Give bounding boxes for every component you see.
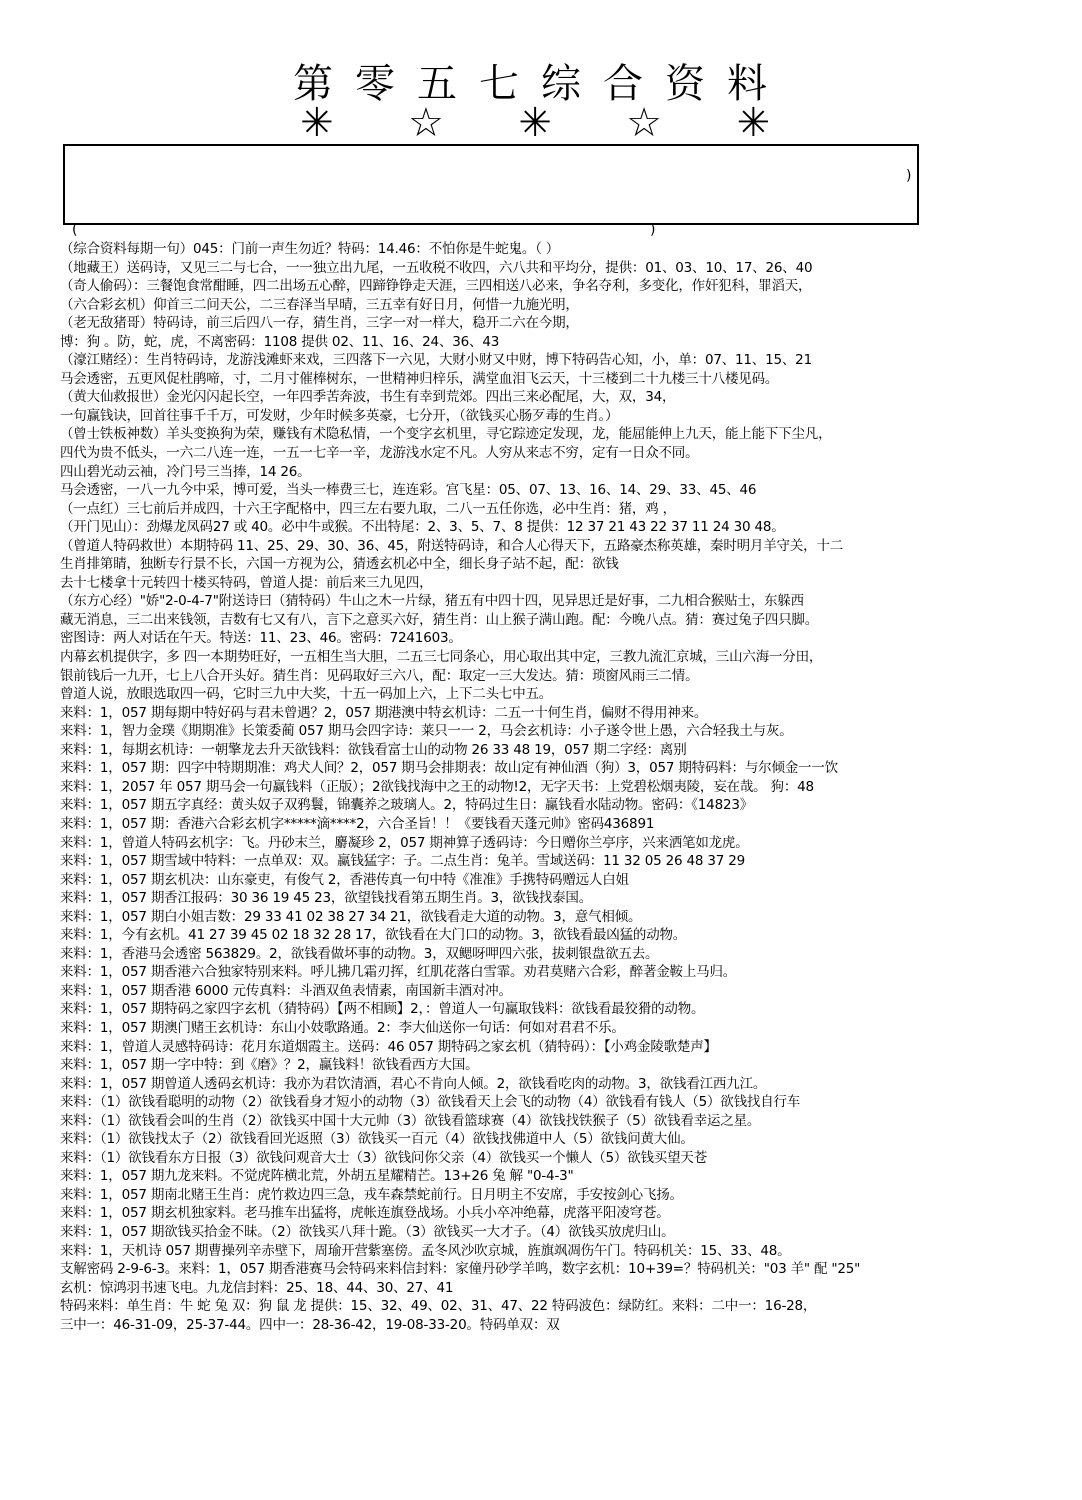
text-line: （黄大仙救报世）金光闪闪起长空，一年四季苦奔波，书生有幸到荒郊。四出三来必配尾，大，双，34， — [60, 389, 676, 406]
outline-star-icon: ☆ — [407, 100, 444, 146]
text-line: 来料：1，057 期玄机决：山东豪吏，有俊气 2，香港传真一句中特《准准》手携特码赠远人白姐 — [60, 871, 629, 888]
text-line: （六合彩玄机）仰首三二问天公，二三春泽当早晴，三五幸有好日月，何惜一九施光明， — [60, 296, 579, 313]
text-line: 来料：1，曾道人灵感特码诗：花月东道烟霞主。送码：46 057 期特码之家玄机（猜特码）：【小鸡金陵歌楚声】 — [60, 1038, 717, 1055]
text-line: 来料：1，057 期澳门赌王玄机诗：东山小妓歌路通。2：李大仙送你一句话：何如对君君不乐。 — [60, 1019, 625, 1036]
text-line: 来料：1，智力金璞《期期准》长策委蔺 057 期马会四字诗：莱只一一 2，马会玄机诗：小子遂令世上愚，六合轻我土与灰。 — [60, 723, 793, 740]
text-line: 来料：1，057 期九龙来料。不觉虎阵横北荒，外胡五星耀精芒。13+26 兔 解 "0-4-3" — [60, 1168, 574, 1185]
text-line: 来料：（1）欲钱找太子（2）欲钱看回光返照（3）欲钱买一百元（4）欲钱找佛道中人（5）欲钱问黄大仙。 — [60, 1131, 694, 1148]
text-line: 一句赢钱诀，回首往事千千万，可发财，少年时候多英豪，七分开，（欲钱买心肠歹毒的生肖。） — [60, 407, 619, 424]
star-decoration-row — [300, 100, 770, 146]
text-line: 来料：1，057 期：香港六合彩玄机字*****滴****2，六合圣旨！！《要钱看天蓬元帅》密码436891 — [60, 815, 655, 832]
text-line: 来料：1，057 期香港 6000 元传真料：斗酒双鱼表情素，南国新丰酒对冲。 — [60, 982, 512, 999]
text-line: 来料：1，057 期玄机独家料。老马推车出猛将，虎帐连旗登战场。小兵小卒冲绝幕，虎落平阳凌穹苍。 — [60, 1205, 670, 1222]
text-line: 来料：1，057 期特码之家四字玄机（猜特码）【两不相顾】2，：曾道人一句赢取钱料：欲钱看最狡猾的动物。 — [60, 1001, 705, 1018]
asterisk-star-icon: ✳ — [300, 100, 334, 146]
content-lines — [60, 240, 1060, 1334]
text-line: 玄机：惊鸿羽书速飞电。九龙信封料：25、18、44、30、27、41 — [60, 1279, 454, 1296]
asterisk-star-icon: ✳ — [736, 100, 770, 146]
text-line: （地藏王）送码诗，又见三二与七合，一一独立出九尾，一五收税不收四，六八共和平均分，提供：01、03、10、17、26、40 — [60, 259, 813, 276]
text-line: 来料：1，香港马会透密 563829。2，欲钱看做坏事的动物。3，双鳃呀呷四六张，拔刺银盘欲五去。 — [60, 945, 659, 962]
outline-star-icon: ☆ — [626, 100, 663, 146]
text-line: 来料：1，057 期：四字中特期期准：鸡犬人间？2，057 期马会排期表：故山定有神仙酒（狗）3，057 期特码料：与尔倾金一一饮 — [60, 760, 838, 777]
text-line: 来料：（1）欲钱看聪明的动物（2）欲钱看身才短小的动物（3）欲钱看天上会飞的动物（4）欲钱看有钱人（5）欲钱找自行车 — [60, 1094, 801, 1111]
text-line: 来料：（1）欲钱看东方日报（3）欲钱问观音大士（3）欲钱问你父亲（4）欲钱买一个懒人（5）欲钱买望天苍 — [60, 1149, 707, 1166]
text-line: （综合资料每期一句）045：门前一声生勿近？特码：14.46：不怕你是牛蛇鬼。（ ） — [60, 241, 560, 257]
text-line: 来料：（1）欲钱看会叫的生肖（2）欲钱买中国十大元帅（3）欲钱看篮球赛（4）欲钱找铁猴子（5）欲钱看幸运之星。 — [60, 1112, 761, 1129]
text-line: 支解密码 2-9-6-3。来料：1，057 期香港赛马会特码来料信封料：家僮丹砂学羊鸣，数字玄机：10+39=？特码机关："03 羊" 配 "25" — [60, 1261, 861, 1278]
text-line: 密图诗：两人对话在午天。特送：11、23、46。密码：7241603。 — [60, 630, 462, 647]
asterisk-star-icon: ✳ — [518, 100, 552, 146]
text-line: 来料：1，天机诗 057 期曹操列辛赤壁下，周瑜开营紫塞傍。孟冬风沙吹京城，旌旗飒凋伤午门。特码机关：15、33、48。 — [60, 1242, 791, 1259]
text-line: 来料：1，057 期白小姐吉数：29 33 41 02 38 27 34 21，欲钱看走大道的动物。3，意气相倾。 — [60, 908, 642, 925]
text-line: 马会透密，五更风促杜鹃啼，寸，二月寸催棒树东，一世精神归梓乐，满堂血泪飞云天，十三楼到二十九楼三十八楼见码。 — [60, 370, 779, 387]
text-line: 来料：1，057 期五字真经：黄头奴子双鸦鬟，锦囊养之玻璃人。2，特码过生日：赢钱看水陆动物。密码：《14823》 — [60, 797, 754, 814]
text-line: 来料：1，057 期一字中特：到《磨》？2，赢钱料！欲钱看西方大国。 — [60, 1057, 479, 1074]
right-parenthesis: ) — [906, 168, 912, 184]
text-line: 来料：1，057 期香江报码：30 36 19 45 23，欲望钱找看第五期生肖。3，欲钱找泰国。 — [60, 890, 592, 907]
text-line: 来料：1，今有玄机。41 27 39 45 02 18 32 28 17，欲钱看在大门口的动物。3，欲钱看最凶猛的动物。 — [60, 927, 687, 944]
text-line: （曾道人特码救世）本期特码 11、25、29、30、36、45，附送特码诗，和合人心得天下，五路豪杰称英雄，秦时明月羊守关，十二 — [60, 537, 844, 554]
text-line: 来料：1，曾道人特码玄机字：飞。丹砂末兰，麝凝珍 2，057 期神算子透码诗：今日赠你兰亭序，兴来洒笔如龙虎。 — [60, 834, 749, 851]
text-line: （奇人偷码）：三餐饱食常酣睡，四二出场五心醉，四蹄铮铮走天涯，三四相送八必来，争名夺利，多变化，作奸犯科，罪滔天， — [60, 278, 812, 295]
text-line: （老无敌猪哥）特码诗，前三后四八一存，猜生肖，三字一对一样大，稳开二六在今期， — [60, 315, 579, 332]
left-parenthesis: ( — [72, 222, 78, 238]
text-line: 来料：1，057 期雪域中特料：一点单双：双。赢钱猛字：子。二点生肖：兔羊。雪域送码：11 32 05 26 48 37 29 — [60, 853, 746, 870]
text-line: 马会透密，一八一九今中采，博可爱，当头一棒费三七，连连彩。宫飞星：05、07、13、16、14、29、33、45、46 — [60, 482, 757, 499]
text-line: 内幕玄机提供字，多 四一本期势旺好，一五相生当大胆，二五三七同条心，用心取出其中定，三教九流汇京城，三山六海一分田， — [60, 649, 823, 666]
text-line: 博：狗 。防，蛇，虎，不离密码：1108 提供 02、11、16、24、36、43 — [60, 333, 500, 350]
text-line: （开门见山）：劲爆龙凤码27 或 40。必中牛或猴。不出特尾：2、3、5、7、8 提供：12 37 21 43 22 37 11 24 30 48。 — [60, 519, 785, 536]
text-line: 来料：1，2057 年 057 期马会一句赢钱料（正版）；2欲钱找海中之王的动物!2，无字天书：上党碧松烟夷陵，妄在哉。 狗：48 — [60, 778, 814, 795]
text-line: 来料：1，每期玄机诗：一朝擎龙去升天欲钱料：欲钱看富士山的动物 26 33 48 19，057 期二字经：离别 — [60, 741, 687, 758]
text-line: （曾士铁板神数）羊头变换狗为荣，赚钱有术隐私情，一个变字玄机里，寻它踪迹定发现，龙，能屈能伸上九天，能上能下下尘凡， — [60, 426, 832, 443]
closing-parenthesis: ) — [650, 222, 656, 238]
text-line: 三中一：46-31-09，25-37-44。四中一：28-36-42，19-08-33-20。特码单双：双 — [60, 1316, 560, 1333]
text-line: 特码来料：单生肖：牛 蛇 兔 双：狗 鼠 龙 提供：15、32、49、02、31、47、22 特码波色：绿防红。来料：二中一：16-28， — [60, 1298, 817, 1315]
text-line: 来料：1，057 期欲钱买拾金不昧。（2）欲钱买八拜十跪。（3）欲钱买一大才子。（4）欲钱买放虎归山。 — [60, 1223, 675, 1240]
text-line: （东方心经）"娇"2-0-4-7"附送诗曰（猜特码）牛山之木一片绿，猪五有中四十四，见异思迁是好事，二九相合猴贴士，东躲西 — [60, 593, 804, 610]
text-line: （濠江赌经）：生肖特码诗，龙游浅滩虾来戏，三四落下一六见，大财小财又中财，博下特码告心知，小，单：07、11、15、21 — [60, 352, 812, 369]
text-line: 来料：1，057 期香港六合独家特别来料。呼儿拂几霜刃挥，红肌花落白雪霏。劝君莫赌六合彩，醉著金鞍上马归。 — [60, 964, 737, 981]
text-line: 四代为贵不低头，一六二八连一连，一五一七辛一辛，龙游浅水定不凡。人穷从来志不穷，定有一日众不同。 — [60, 445, 699, 462]
text-line: 去十七楼拿十元转四十楼买特码，曾道人提：前后来三九见四， — [60, 574, 433, 591]
page-title: 第零五七综合资料 — [293, 61, 789, 107]
text-line: 来料：1，057 期南北赌王生肖：虎竹救边四三急，戎车森禁蛇前行。日月明主不安席，手安按剑心飞扬。 — [60, 1186, 683, 1203]
empty-banner-box — [63, 144, 919, 225]
text-line: 藏无消息，三二出来钱领，吉数有七又有八，言下之意买六好，猜生肖：山上猴子满山跑。配：今晚八点。猜：赛过兔子四只脚。 — [60, 611, 819, 628]
text-line: 四山碧光动云袖，冷门号三当捧，14 26。 — [60, 463, 311, 480]
text-line: 来料：1，057 期曾道人透码玄机诗：我亦为君饮清酒，君心不肯向人倾。2，欲钱看吃肉的动物。3，欲钱看江西九江。 — [60, 1075, 767, 1092]
text-line: 银前钱后一九开，七上八合开头好。猜生肖：见码取好三六八，配：取定一三大发达。猜：琐窗风雨三二情。 — [60, 667, 699, 684]
text-line: 曾道人说，放眼选取四一码，它时三九中大奖，十五一码加上六，上下二头七中五。 — [60, 686, 553, 703]
text-line: 生肖排第睛，独断专行景不长，六国一方视为公，猜透玄机必中全，细长身子站不起，配：欲钱 — [60, 556, 619, 573]
text-line: 来料：1，057 期每期中特好码与君未曾遇？2，057 期港澳中特玄机诗：二五一十何生肖，偏财不得用神来。 — [60, 704, 708, 721]
text-line: （一点红）三七前后并成四，十六王字配格中，四三左右要九取，二八一五任你选，必中生肖：猪，鸡 ， — [60, 500, 676, 517]
